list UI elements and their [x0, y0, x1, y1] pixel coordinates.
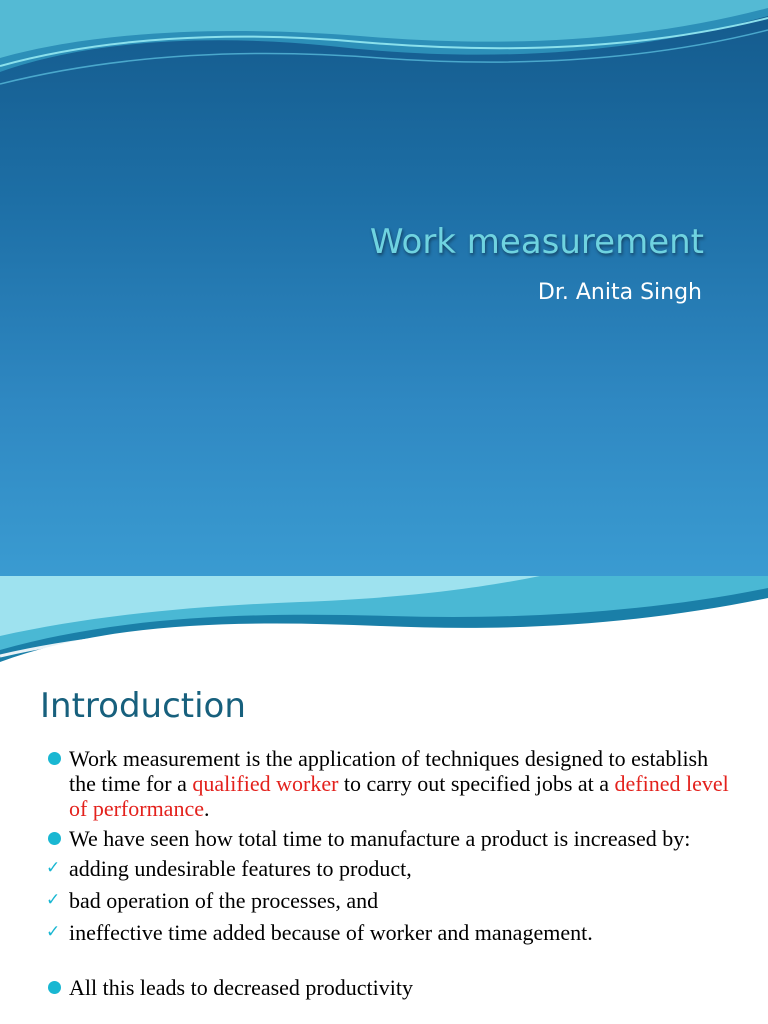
slide-subtitle: Dr. Anita Singh — [537, 280, 702, 305]
checkmark-icon: ✓ — [46, 890, 61, 910]
checklist-item — [46, 920, 736, 945]
highlight-text: qualified worker — [192, 771, 339, 796]
checkmark-icon: ✓ — [46, 922, 61, 942]
bullet-text: All this leads to decreased productivity — [69, 975, 413, 1000]
wave-decoration — [0, 576, 768, 676]
checkmark-icon: ✓ — [46, 858, 61, 878]
bullet-text: bad operation of the processes, and — [69, 888, 379, 913]
bullet-item — [46, 826, 736, 851]
bullet-text: to carry out specified jobs at a — [338, 771, 615, 796]
highlight-text: defined level of performance — [69, 771, 729, 821]
slide-title: Work measurement — [369, 222, 704, 262]
bullet-dot-icon — [48, 981, 61, 994]
bullet-text: Work measurement is the application of techniques designed to establish the time for a — [69, 746, 709, 796]
checklist-item — [46, 856, 736, 881]
bullet-list — [46, 746, 736, 1005]
introduction-slide — [0, 576, 768, 1024]
bullet-dot-icon — [48, 832, 61, 845]
bullet-item — [46, 975, 736, 1000]
bullet-text: ineffective time added because of worker and management. — [69, 920, 593, 945]
bullet-item — [46, 746, 736, 821]
bullet-dot-icon — [48, 752, 61, 765]
bullet-text: adding undesirable features to product, — [69, 856, 412, 881]
wave-decoration — [0, 0, 768, 110]
bullet-text: We have seen how total time to manufacture a product is increased by: — [69, 826, 691, 851]
bullet-text: . — [203, 796, 210, 821]
slide-heading: Introduction — [40, 686, 246, 726]
checklist-item — [46, 888, 736, 913]
